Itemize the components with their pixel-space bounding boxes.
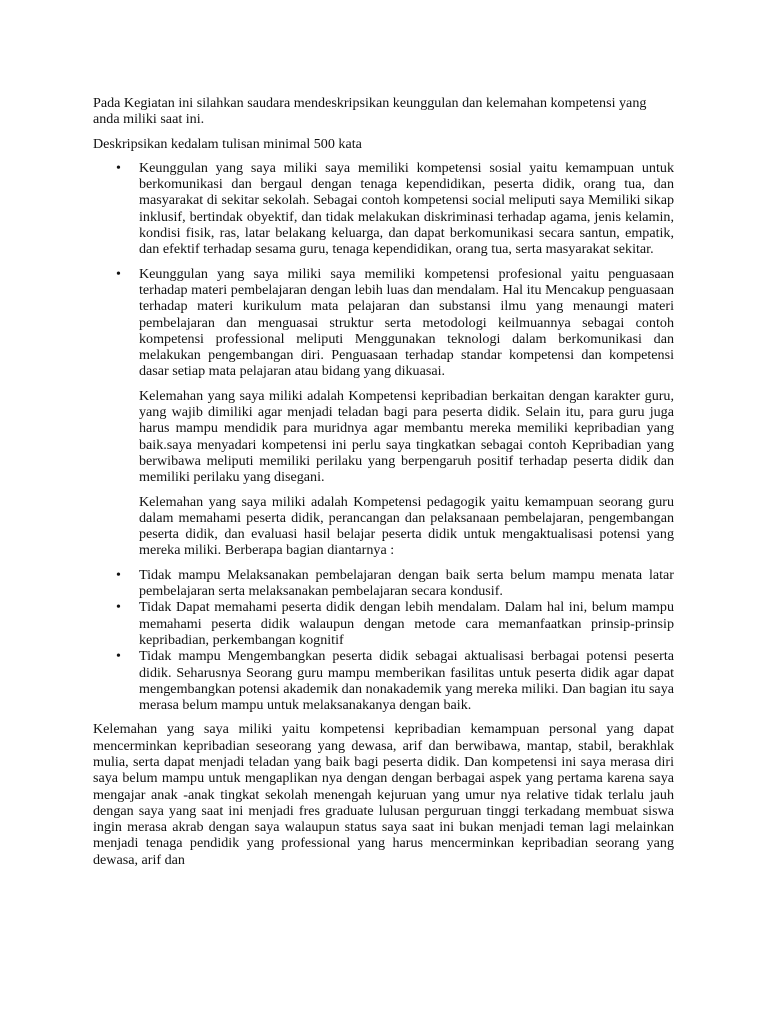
list-item-social-competence xyxy=(93,160,674,258)
bullet-icon: • xyxy=(116,648,121,665)
list-item-weakness-3 xyxy=(93,648,674,713)
list-item-professional-competence xyxy=(93,266,674,380)
weakness-personality-paragraph: Kelemahan yang saya miliki adalah Kompetensi kepribadian berkaitan dengan karakter guru, yang wajib dimiliki agar menjadi teladan bagi para peserta didik. Selain itu, para guru juga harus mampu mendidik para muridnya agar membantu mereka memiliki kepribadian yang baik.saya menyadari kompetensi ini perlu saya tingkatkan sebagai contoh Kepribadian yang berwibawa meliputi memiliki perilaku yang berpengaruh positif terhadap peserta didik dan memiliki perilaku yang disegani. xyxy=(139,387,674,486)
list-item-weakness-2 xyxy=(93,599,674,648)
list-item-text: Tidak mampu Melaksanakan pembelajaran dengan baik serta belum mampu menata latar pembelajaran serta melaksanakan pembelajaran secara kondusif. xyxy=(139,566,674,600)
list-item-text: Tidak mampu Mengembangkan peserta didik sebagai aktualisasi berbagai potensi peserta didik. Seharusnya Seorang guru mampu memberikan fasilitas untuk peserta didik agar dapat mengembangkan potensi akademik dan nonakademik yang mereka miliki. Dan bagian itu saya merasa belum mampu untuk melaksanakanya dengan baik. xyxy=(139,648,674,714)
list-item-text: Keunggulan yang saya miliki saya memiliki kompetensi sosial yaitu kemampuan untuk berkomunikasi dan bergaul dengan tenaga kependidikan, peserta didik, orang tua, dan masyarakat di sekitar sekolah. Sebagai contoh kompetensi social meliputi saya Memiliki sikap inklusif, bertindak obyektif, dan tidak melakukan diskriminasi terhadap agama, jenis kelamin, kondisi fisik, ras, latar belakang keluarga, dan dapat berkomunikasi secara santun, empatik, dan efektif terhadap sesama guru, tenaga kependidikan, orang tua, serta masyarakat sekitar. xyxy=(139,159,674,258)
word-count-instruction: Deskripsikan kedalam tulisan minimal 500 kata xyxy=(93,135,362,152)
weakness-list xyxy=(93,567,674,714)
bullet-icon: • xyxy=(116,159,121,176)
weakness-pedagogic-paragraph: Kelemahan yang saya miliki adalah Kompetensi pedagogik yaitu kemampuan seorang guru dalam memahami peserta didik, perancangan dan pelaksanaan pembelajaran, pengembangan peserta didik, dan evaluasi hasil belajar peserta didik untuk mengaktualisasi potensi yang mereka miliki. Berberapa bagian diantarnya : xyxy=(139,493,674,559)
bullet-icon: • xyxy=(116,599,121,616)
strengths-list xyxy=(93,160,674,380)
closing-paragraph: Kelemahan yang saya miliki yaitu kompetensi kepribadian kemampuan personal yang dapat mencerminkan kepribadian seseorang yang dewasa, arif dan berwibawa, mantap, stabil, berakhlak mulia, serta dapat menjadi teladan yang baik bagi peserta didik. Dan kompetensi ini saya merasa diri saya belum mampu untuk mengaplikan nya dengan dengan berbagai aspek yang pertama karena saya mengajar anak -anak tingkat sekolah menengah kejuruan yang umur nya relative tidak terlalu jauh dengan saya yang saat ini menjadi fres graduate lulusan perguruan tinggi terkadang membuat siswa ingin merasa akrab dengan saya walaupun status saya saat ini bukan menjadi teman lagi melainkan menjadi tenaga pendidik yang professional yang harus mencerminkan kepribadian seorang yang dewasa, arif dan xyxy=(93,721,674,868)
list-item-text: Tidak Dapat memahami peserta didik dengan lebih mendalam. Dalam hal ini, belum mampu memahami peserta didik walaupun dengan metode cara memanfaatkan prinsip-prinsip kepribadian, perkembangan kognitif xyxy=(139,599,674,648)
instruction-text: Pada Kegiatan ini silahkan saudara mendeskripsikan keunggulan dan kelemahan kompetensi yang anda miliki saat ini. xyxy=(93,95,647,128)
bullet-icon: • xyxy=(116,566,121,583)
list-item-text: Keunggulan yang saya miliki saya memiliki kompetensi profesional yaitu penguasaan terhadap materi pembelajaran dengan lebih luas dan mendalam. Hal itu Mencakup penguasaan terhadap materi kurikulum mata pelajaran dan substansi ilmu yang menaungi materi pembelajaran dan menguasai struktur serta metodologi keilmuannya sebagai contoh kompetensi professional meliputi Menggunakan teknologi dalam berkomunikasi dan melakukan pengembangan diri. Penguasaan terhadap standar kompetensi dan kompetensi dasar setiap mata pelajaran atau bidang yang dikuasai. xyxy=(139,265,674,380)
bullet-icon: • xyxy=(116,265,121,282)
list-item-weakness-1 xyxy=(93,567,674,600)
